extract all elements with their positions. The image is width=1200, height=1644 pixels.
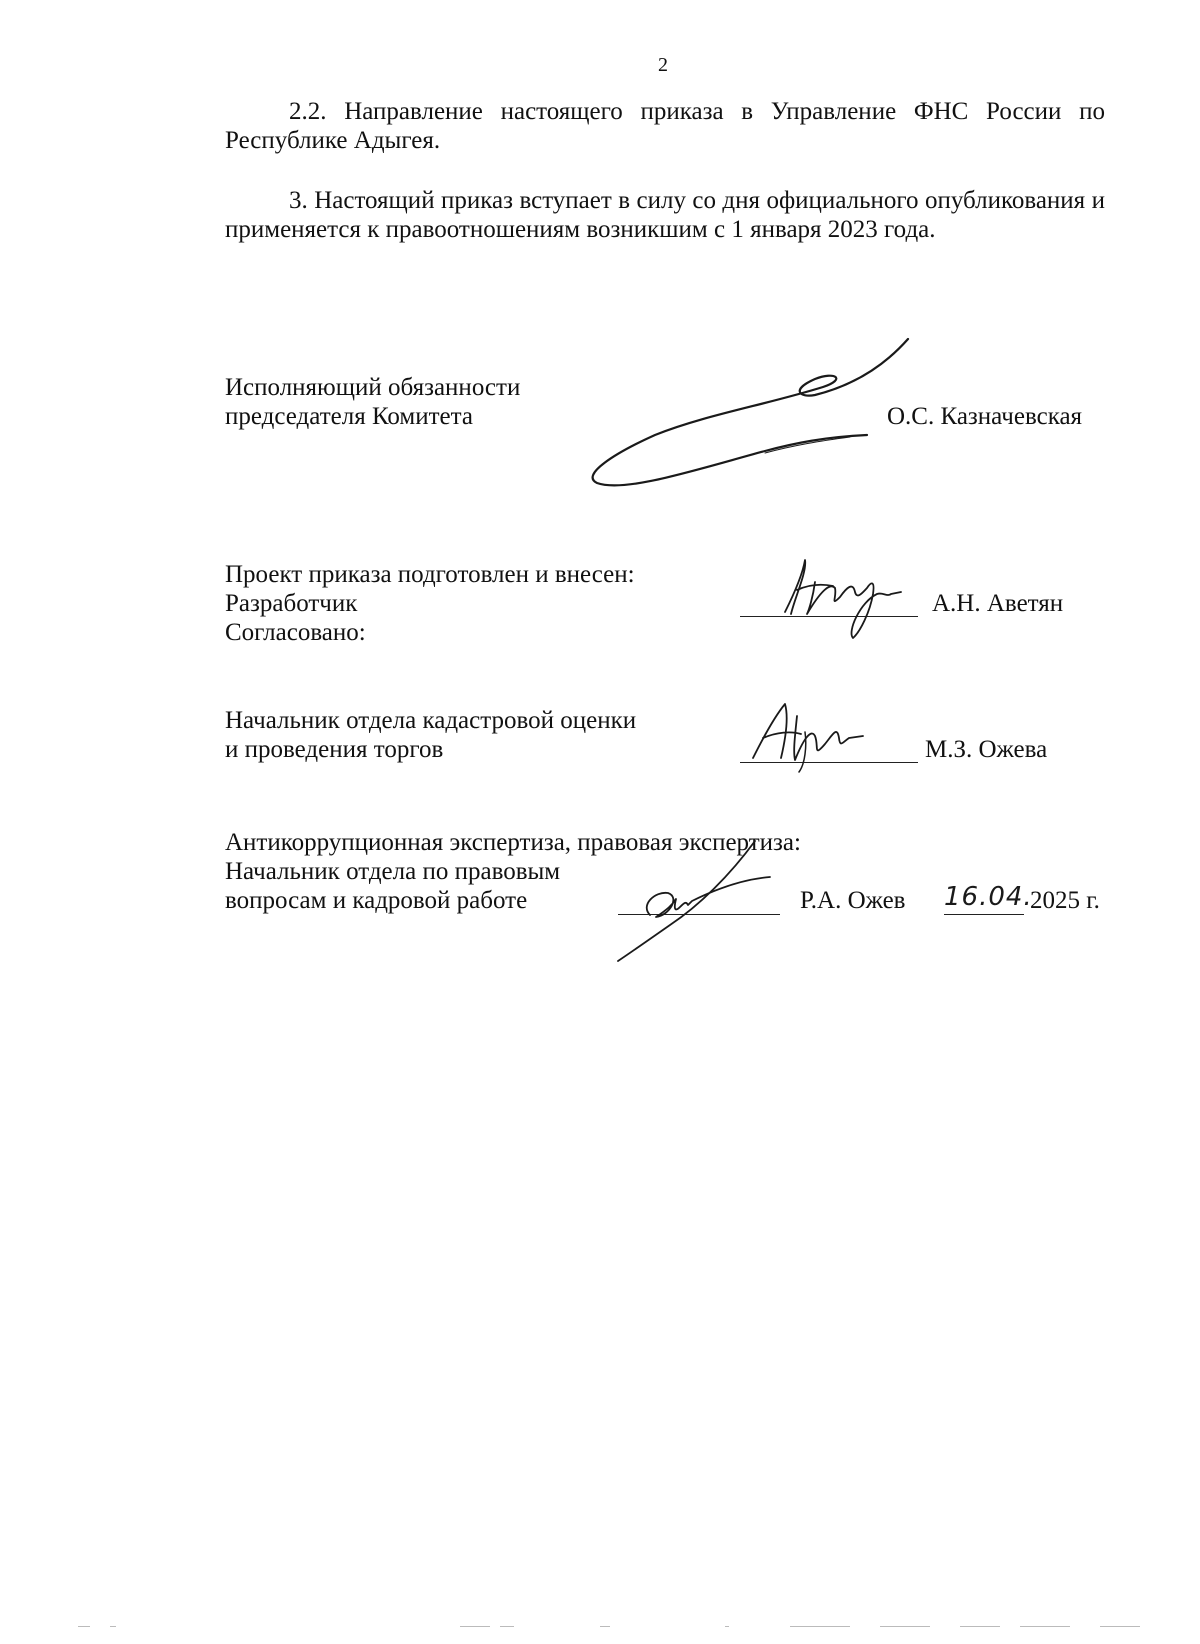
scan-noise (0, 1614, 1200, 1644)
cadastral-name: М.З. Ожева (925, 736, 1048, 763)
legal-year: 2025 г. (1030, 887, 1100, 914)
paragraph-3: 3. Настоящий приказ вступает в силу со дня официального опубликования и применяется к правоотношениям возникшим с 1 января 2023 года. (225, 187, 1105, 243)
prepared-name: А.Н. Аветян (932, 590, 1064, 617)
legal-heading: Антикоррупционная экспертиза, правовая экспертиза: (225, 829, 801, 856)
legal-line2: вопросам и кадровой работе (225, 887, 528, 914)
signatory-title-line2: председателя Комитета (225, 403, 473, 430)
handwritten-date: 16.04. (944, 882, 1033, 912)
signatory-title-line1: Исполняющий обязанности (225, 374, 521, 401)
paragraph-2-2: 2.2. Направление настоящего приказа в Управление ФНС России по Республике Адыгея. (225, 98, 1105, 154)
cadastral-line1: Начальник отдела кадастровой оценки (225, 707, 637, 734)
prepared-heading: Проект приказа подготовлен и внесен: (225, 561, 635, 588)
signatory-name: О.С. Казначевская (887, 403, 1083, 430)
prepared-agreed: Согласовано: (225, 619, 366, 646)
page-number: 2 (658, 54, 668, 76)
prepared-role: Разработчик (225, 590, 358, 617)
signature-ozhev (610, 835, 790, 965)
cadastral-line2: и проведения торгов (225, 736, 444, 763)
legal-line1: Начальник отдела по правовым (225, 858, 561, 885)
signature-ozheva (745, 696, 885, 776)
signature-avetyan (775, 552, 915, 642)
date-underline (944, 914, 1024, 915)
legal-name: Р.А. Ожев (800, 887, 906, 914)
signature-kaznachevskaya (585, 335, 915, 495)
